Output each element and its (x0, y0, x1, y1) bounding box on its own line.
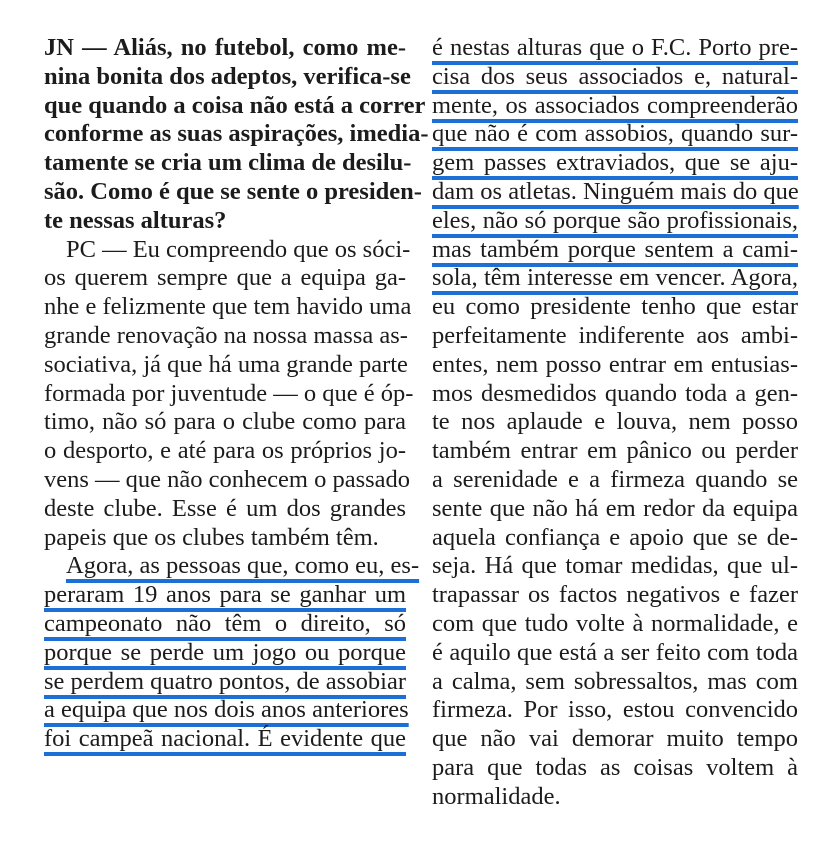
question-line: te nessas alturas? (44, 206, 227, 234)
left-column (44, 34, 429, 754)
body-line: que não vai demorar muito tempo (432, 725, 798, 753)
question-line: JN — Aliás, no futebol, como me- (44, 34, 406, 61)
body-line: mos desmedidos quando toda a gen- (432, 379, 798, 407)
body-line: entes, nem posso entrar em entusias- (432, 350, 798, 378)
answer-line: sociativa, já que há uma grande parte (44, 350, 408, 378)
underlined-line: peraram 19 anos para se ganhar um (44, 581, 406, 609)
underlined-line: Agora, as pessoas que, como eu, es- (66, 552, 420, 580)
body-line: a serenidade e a firmeza quando se (432, 465, 798, 493)
body-line: também entrar em pânico ou perder (432, 437, 798, 465)
answer-line: nhe e felizmente que tem havido uma (44, 293, 412, 321)
underlined-line: foi campeã nacional. É evidente que (44, 725, 406, 753)
right-column (432, 34, 798, 812)
answer-line: vens — que não conhecem o passado (44, 465, 411, 493)
underlined-line: a equipa que nos dois anos anteriores (44, 696, 409, 724)
answer-line: timo, não só para o clube como para (44, 408, 406, 436)
highlighted-paragraph (44, 552, 420, 754)
answer-line: os querem sempre que a equipa ga- (44, 264, 406, 292)
body-line: seja. Há que tomar medidas, que ul- (432, 552, 798, 580)
answer-line: formada por juventude — o que é óp- (44, 379, 414, 407)
question-line: conforme as suas aspirações, imedia- (44, 120, 429, 148)
body-line: a calma, sem sobressaltos, mas com (432, 667, 798, 695)
underlined-line: é nestas alturas que o F.C. Porto pre- (432, 34, 798, 61)
underlined-line: gem passes extraviados, que se aju- (432, 149, 798, 177)
question-line: que quando a coisa não está a correr (44, 91, 426, 119)
answer-line: grande renovação na nossa massa as- (44, 321, 408, 349)
underlined-line: dam os atletas. Ninguém mais do que (432, 177, 799, 205)
interview-answer (44, 235, 414, 553)
question-line: nina bonita dos adeptos, verifica-se (44, 62, 411, 90)
answer-line: o desporto, e até para os próprios jo- (44, 437, 406, 465)
answer-line: papeis que os clubes também têm. (44, 523, 379, 551)
underlined-line: mente, os associados compreenderão (432, 91, 798, 119)
body-line: sente que não há em redor da equipa (432, 494, 798, 522)
body-line: é aquilo que está a ser feito com toda (432, 638, 798, 666)
body-line: perfeitamente indiferente aos ambi- (432, 321, 798, 349)
body-line: normalidade. (432, 782, 561, 810)
underlined-line: mas também porque sentem a cami- (432, 235, 798, 263)
underlined-line: campeonato não têm o direito, só (44, 609, 406, 637)
body-line: firmeza. Por isso, estou convencido (432, 696, 798, 724)
question-line: são. Como é que se sente o presiden- (44, 177, 422, 205)
answer-line: deste clube. Esse é um dos grandes (44, 494, 406, 522)
body-line: te nos aplaude e louva, nem posso (432, 408, 798, 436)
body-line: eu como presidente tenho que estar (432, 293, 798, 321)
body-line: com que tudo volte à normalidade, e (432, 609, 798, 637)
underlined-line: que não é com assobios, quando sur- (432, 120, 798, 148)
underlined-line: se perdem quatro pontos, de assobiar (44, 667, 406, 695)
underlined-line: sola, têm interesse em vencer. Agora, (432, 264, 798, 292)
underlined-line: cisa dos seus associados e, natural- (432, 62, 798, 90)
question-line: tamente se cria um clima de desilu- (44, 149, 412, 177)
underlined-line: porque se perde um jogo ou porque (44, 638, 406, 666)
answer-line: PC — Eu compreendo que os sóci- (66, 235, 411, 263)
interview-question (44, 34, 429, 236)
body-line: para que todas as coisas voltem à (432, 753, 798, 781)
body-line: aquela confiança e apoio que se de- (432, 523, 798, 551)
underlined-line: eles, não só porque são profissionais, (432, 206, 798, 234)
body-line: trapassar os factos negativos e fazer (432, 581, 798, 609)
